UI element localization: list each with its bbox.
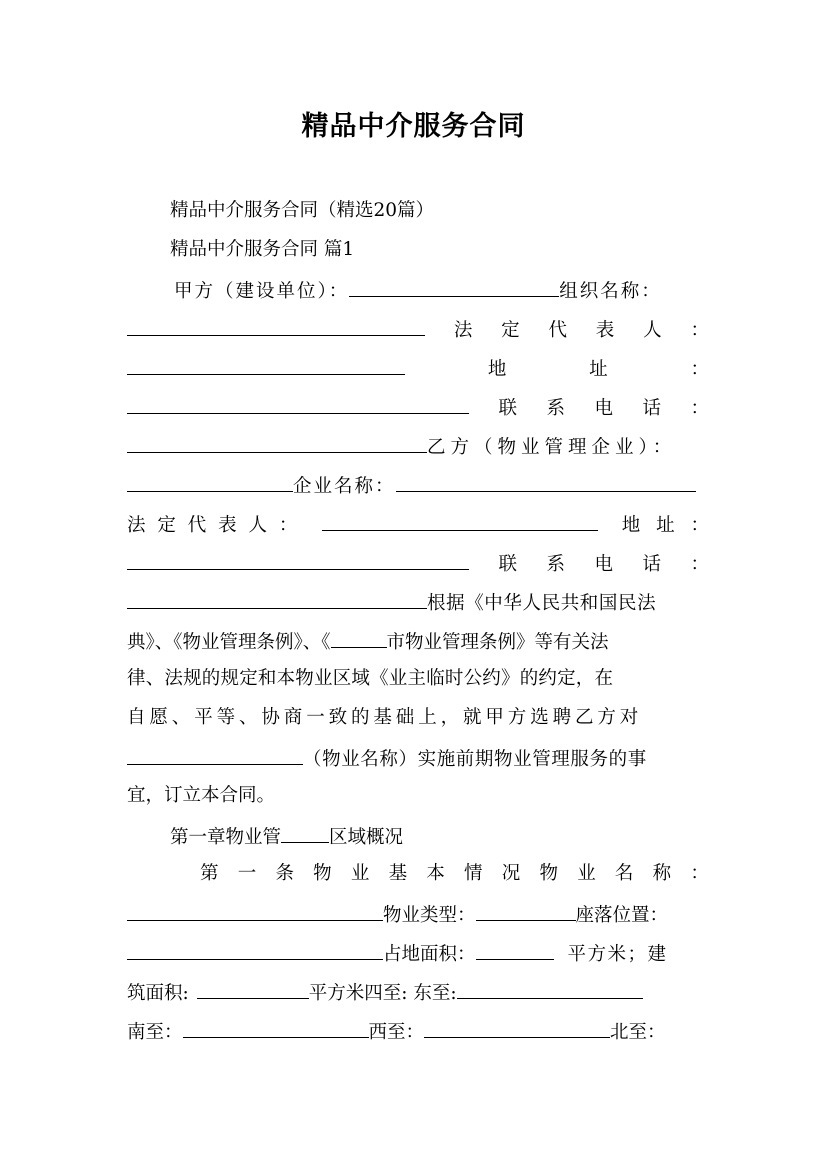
char: 条	[275, 863, 294, 884]
chapter-one-text: 区域概况	[329, 827, 404, 848]
land-area-line	[127, 939, 709, 965]
boundaries-line	[127, 1017, 709, 1043]
phone-b-line	[127, 549, 709, 575]
blank-field	[424, 1017, 610, 1038]
blank-field	[197, 978, 309, 999]
party-a-label: 甲方（建设单位）：	[174, 281, 350, 302]
body-text: （物业名称）实施前期物业管理服务的事	[303, 749, 647, 770]
subtitle-text: 精品中介服务合同（精选20篇）	[170, 200, 435, 221]
char: 名	[614, 863, 634, 884]
char: 业	[350, 863, 370, 884]
char: 电	[594, 554, 613, 575]
legal-rep-label: 法 定 代 表 人 ：	[127, 515, 298, 536]
char: 代	[548, 320, 567, 341]
body-line-5	[127, 744, 709, 770]
chapter-one-text: 第一章物业管	[170, 827, 282, 848]
property-type-line	[127, 900, 709, 926]
char: 况	[501, 863, 521, 884]
land-area-label: 占地面积：	[383, 944, 476, 965]
char: 联	[498, 398, 517, 419]
char: 物	[313, 863, 332, 884]
legal-rep-line	[127, 315, 709, 341]
building-area-label: 筑面积:	[127, 983, 189, 1004]
char: 电	[594, 398, 613, 419]
phone-line	[127, 393, 709, 419]
char: 第	[200, 863, 219, 884]
char: ：	[690, 320, 709, 341]
char: 表	[595, 320, 615, 341]
west-label: 西至：	[368, 1022, 425, 1043]
building-area-line	[127, 978, 709, 1004]
char: 系	[546, 398, 565, 419]
body-text: 自愿、平等、协商一致的基础上，就甲方选聘乙方对	[127, 707, 643, 728]
blank-field	[127, 354, 405, 375]
blank-field	[322, 510, 598, 531]
body-line-6	[127, 783, 275, 809]
char: 定	[501, 320, 520, 341]
blank-field	[127, 744, 303, 765]
char: 话	[642, 554, 661, 575]
subtitle-line	[170, 198, 434, 224]
blank-field	[127, 471, 293, 492]
blank-field	[349, 276, 559, 297]
legal-rep-b-line	[127, 510, 709, 536]
char: 基	[388, 863, 408, 884]
boundary-label: 平方米四至: 东至:	[308, 983, 457, 1004]
char: ：	[690, 863, 709, 884]
body-line-1	[127, 588, 709, 614]
blank-field	[476, 939, 554, 960]
char: 址	[589, 359, 608, 380]
char: 情	[464, 863, 483, 884]
sqm-label: 平方米；建	[567, 944, 668, 965]
blank-field	[457, 978, 643, 999]
chapter-line	[170, 237, 354, 263]
body-text: 律、法规的规定和本物业区域《业主临时公约》的约定，在	[127, 668, 614, 689]
south-label: 南至：	[127, 1022, 183, 1043]
body-line-2	[127, 627, 709, 653]
body-line-4	[127, 705, 709, 731]
address-label: 地 址 ：	[621, 515, 709, 536]
blank-field	[127, 315, 425, 336]
company-name-label: 企业名称：	[293, 476, 396, 497]
char: 话	[642, 398, 661, 419]
blank-field	[127, 939, 383, 960]
blank-field	[396, 471, 696, 492]
blank-field	[331, 627, 387, 648]
body-text: 根据《中华人民共和国民法	[427, 593, 657, 614]
property-type-label: 物业类型：	[383, 905, 476, 926]
chapter-one-line	[170, 822, 403, 848]
char: 联	[498, 554, 517, 575]
char: ：	[690, 554, 709, 575]
address-line	[127, 354, 709, 380]
body-line-3	[127, 666, 709, 692]
party-b-label: 乙方（物业管理企业）：	[427, 437, 677, 458]
body-text: 市物业管理条例》等有关法	[386, 632, 609, 653]
char: ：	[690, 359, 709, 380]
char: 称	[652, 863, 672, 884]
char: 物	[539, 863, 558, 884]
char: 一	[237, 863, 257, 884]
blank-field	[183, 1017, 369, 1038]
char: 系	[546, 554, 565, 575]
char: 本	[426, 863, 445, 884]
blank-field	[476, 900, 576, 921]
article-one-line	[200, 861, 709, 887]
blank-field	[127, 900, 383, 921]
location-label: 座落位置：	[575, 905, 669, 926]
blank-field	[127, 393, 469, 414]
char: 地	[487, 359, 507, 380]
blank-field	[127, 549, 469, 570]
page-title: 精品中介服务合同	[301, 111, 526, 142]
party-b-line	[127, 432, 709, 458]
char: 业	[577, 863, 596, 884]
blank-field	[127, 588, 427, 609]
char: ：	[690, 398, 709, 419]
char: 法	[453, 320, 473, 341]
body-text: 宜，订立本合同。	[127, 785, 276, 806]
blank-field	[281, 822, 329, 843]
party-a-line	[174, 276, 709, 302]
chapter-text: 精品中介服务合同 篇1	[170, 239, 355, 260]
org-name-label: 组织名称：	[559, 281, 662, 302]
body-text: 典》、《物业管理条例》、《	[127, 632, 331, 653]
blank-field	[127, 432, 427, 453]
north-label: 北至：	[610, 1022, 666, 1043]
company-name-line	[127, 471, 709, 497]
char: 人	[643, 320, 662, 341]
